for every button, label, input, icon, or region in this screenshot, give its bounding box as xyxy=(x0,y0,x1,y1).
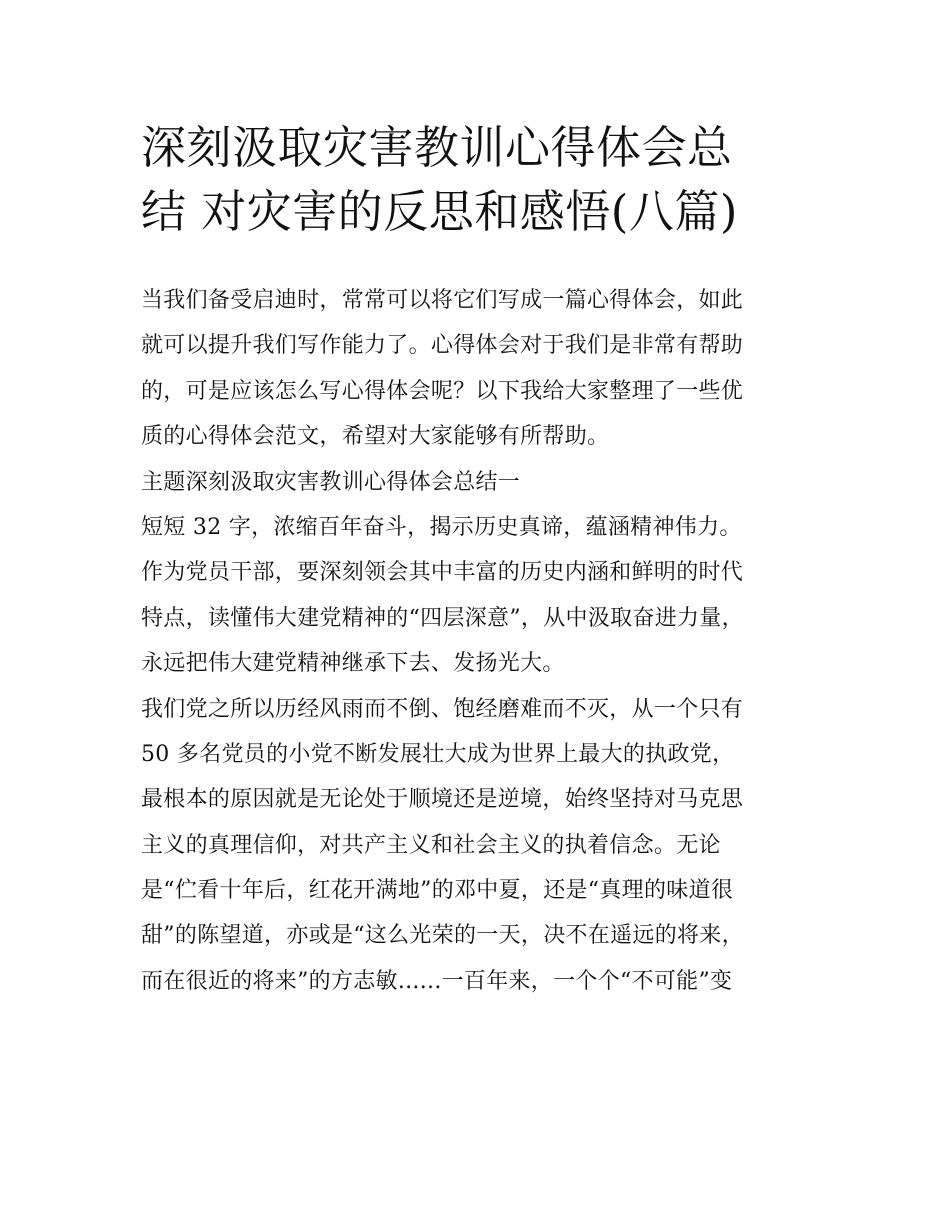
body-line: 特点，读懂伟大建党精神的“四层深意”，从中汲取奋进力量， xyxy=(141,605,744,631)
document-body xyxy=(141,278,821,1004)
body-line: 当我们备受启迪时，常常可以将它们写成一篇心得体会，如此 xyxy=(141,288,744,313)
body-line: 50 多名党员的小党不断发展壮大成为世界上最大的执政党， xyxy=(141,741,735,767)
body-line: 作为党员干部，要深刻领会其中丰富的历史内涵和鲜明的时代 xyxy=(141,560,744,586)
body-line: 就可以提升我们写作能力了。心得体会对于我们是非常有帮助 xyxy=(141,333,744,359)
body-line: 永远把伟大建党精神继承下去、发扬光大。 xyxy=(141,651,565,677)
body-line: 的，可是应该怎么写心得体会呢？以下我给大家整理了一些优 xyxy=(141,378,744,404)
body-line: 最根本的原因就是无论处于顺境还是逆境，始终坚持对马克思 xyxy=(141,787,744,813)
body-line: 而在很近的将来”的方志敏......一百年来，一个个“不可能”变 xyxy=(141,968,733,994)
title-line-2: 结 对灾害的反思和感悟(八篇) xyxy=(141,185,738,238)
document-title xyxy=(141,116,821,244)
body-line: 短短 32 字，浓缩百年奋斗，揭示历史真谛，蕴涵精神伟力。 xyxy=(141,514,742,540)
body-line: 甜”的陈望道，亦或是“这么光荣的一天，决不在遥远的将来， xyxy=(141,923,744,949)
title-line-1: 深刻汲取灾害教训心得体会总 xyxy=(141,121,733,174)
body-line: 是“伫看十年后，红花开满地”的邓中夏，还是“真理的味道很 xyxy=(141,878,734,904)
body-line: 主义的真理信仰，对共产主义和社会主义的执着信念。无论 xyxy=(141,832,721,858)
body-line: 质的心得体会范文，希望对大家能够有所帮助。 xyxy=(141,424,610,450)
body-line: 我们党之所以历经风雨而不倒、饱经磨难而不灭，从一个只有 xyxy=(141,696,744,722)
section-heading: 主题深刻汲取灾害教训心得体会总结一 xyxy=(141,469,521,495)
